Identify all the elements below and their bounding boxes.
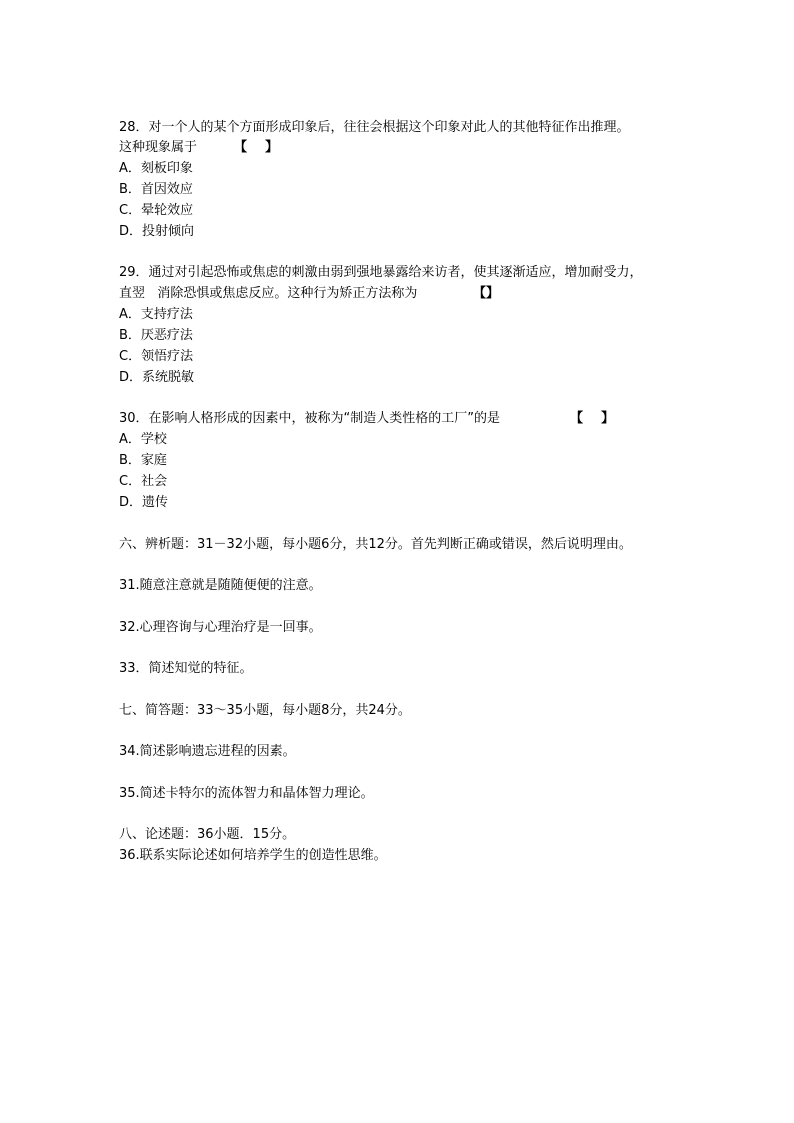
- question-30-option-d: D．遗传: [119, 495, 169, 510]
- question-28-answer-bracket: 【 】: [234, 140, 279, 155]
- question-28-stem-line2: 这种现象属于: [119, 140, 198, 155]
- question-30-option-a: A．学校: [119, 432, 167, 447]
- question-35: 35.简述卡特尔的流体智力和晶体智力理论。: [119, 786, 374, 801]
- question-32: 32.心理咨询与心理治疗是一回事。: [119, 620, 322, 635]
- section-8-heading: 八、论述题：36小题．15分。: [119, 827, 296, 842]
- question-29-stem-line1: 29．通过对引起恐怖或焦虑的刺激由弱到强地暴露给来访者，使其逐渐适应，增加耐受力，: [119, 265, 643, 280]
- question-34: 34.简述影响遗忘进程的因素。: [119, 744, 296, 759]
- question-30-option-c: C．社会: [119, 474, 168, 489]
- question-31: 31.随意注意就是随随便便的注意。: [119, 578, 322, 593]
- question-28-option-b: B．首因效应: [119, 182, 193, 197]
- question-28-stem-line1: 28．对一个人的某个方面形成印象后，往往会根据这个印象对此人的其他特征作出推理。: [119, 120, 630, 135]
- question-28-option-c: C．晕轮效应: [119, 203, 194, 218]
- question-29-answer-bracket: 【】: [473, 286, 500, 301]
- question-29-stem-line2: 直翌 消除恐惧或焦虑反应。这种行为矫正方法称为: [119, 286, 418, 301]
- question-33: 33．简述知觉的特征。: [119, 661, 253, 676]
- question-29-option-d: D．系统脱敏: [119, 370, 195, 385]
- question-36: 36.联系实际论述如何培养学生的创造性思维。: [119, 848, 387, 863]
- question-28-option-d: D．投射倾向: [119, 224, 195, 239]
- section-6-heading: 六、辨析题：31－32小题，每小题6分，共12分。首先判断正确或错误，然后说明理由。: [119, 537, 632, 552]
- question-29-option-a: A．支持疗法: [119, 307, 193, 322]
- section-7-heading: 七、简答题：33～35小题，每小题8分，共24分。: [119, 703, 411, 718]
- question-30-answer-bracket: 【 】: [570, 411, 615, 426]
- question-28-option-a: A．刻板印象: [119, 161, 193, 176]
- question-30-option-b: B．家庭: [119, 453, 167, 468]
- question-30-stem-line1: 30．在影响人格形成的因素中，被称为“制造人类性格的工厂”的是: [119, 411, 501, 426]
- question-29-option-b: B．厌恶疗法: [119, 328, 193, 343]
- question-29-option-c: C．领悟疗法: [119, 349, 194, 364]
